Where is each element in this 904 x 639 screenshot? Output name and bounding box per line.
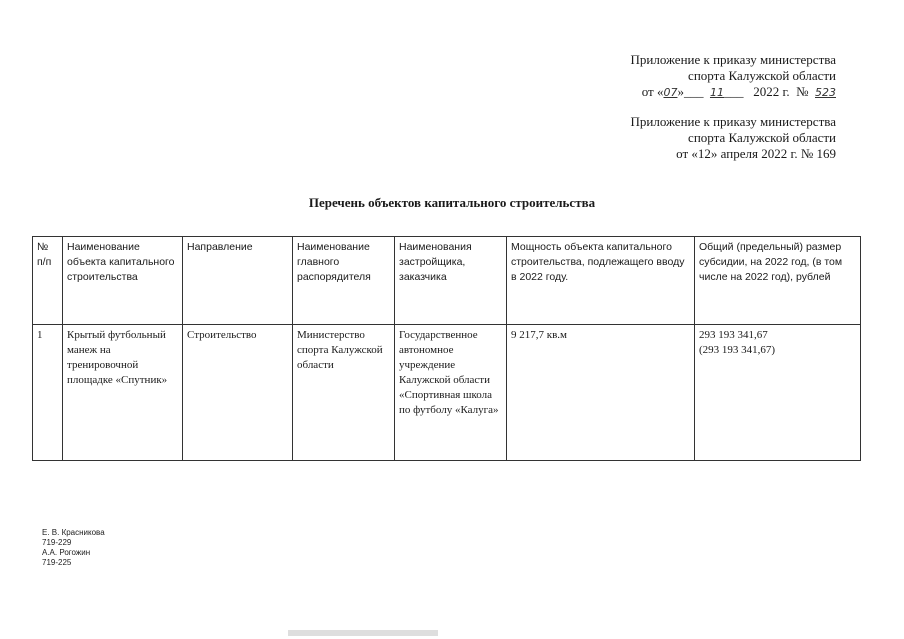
order-day: 07 (663, 86, 678, 99)
document-title: Перечень объектов капитального строительства (308, 195, 596, 210)
scan-artifact (288, 630, 438, 636)
subsidy-total: 293 193 341,67 (699, 329, 768, 341)
subsidy-2022: (293 193 341,67) (699, 344, 776, 356)
table-row (33, 325, 861, 461)
cell-num: 1 (33, 325, 63, 461)
header2-line3: от «12» апреля 2022 г. № 169 (676, 146, 836, 161)
executor-name-2: А.А. Рогожин (42, 548, 91, 557)
header1-line2: спорта Калужской области (688, 68, 836, 83)
cell-capacity: 9 217,7 кв.м (507, 325, 695, 461)
col-header-manager: Наименование главного распорядителя (293, 237, 395, 325)
col-header-num: № п/п (33, 237, 63, 325)
executors-block (42, 528, 105, 568)
header2-line1: Приложение к приказу министерства (630, 114, 836, 129)
cell-developer: Государственное автономное учреждение Калужской области «Спортивная школа по футболу «Калуга» (395, 325, 507, 461)
col-header-direction: Направление (183, 237, 293, 325)
order-number: 523 (815, 86, 836, 99)
objects-table (32, 236, 861, 461)
col-header-subsidy: Общий (предельный) размер субсидии, на 2022 год, (в том числе на 2022 год), рублей (695, 237, 861, 325)
header-appendix-previous (630, 114, 836, 162)
header1-line1: Приложение к приказу министерства (630, 52, 836, 67)
order-month: 11 (709, 86, 724, 99)
header-appendix-current (630, 52, 836, 101)
col-header-capacity: Мощность объекта капитального строительства, подлежащего вводу в 2022 году. (507, 237, 695, 325)
header2-line2: спорта Калужской области (688, 130, 836, 145)
cell-object: Крытый футбольный манеж на тренировочной площадке «Спутник» (63, 325, 183, 461)
cell-manager: Министерство спорта Калужской области (293, 325, 395, 461)
col-header-object: Наименование объекта капитального строительства (63, 237, 183, 325)
executor-name-1: Е. В. Красникова (42, 528, 105, 537)
table-header-row (33, 237, 861, 325)
cell-subsidy (695, 325, 861, 461)
executor-phone-1: 719-229 (42, 538, 72, 547)
executor-phone-2: 719-225 (42, 558, 72, 567)
header1-line3: от «07»___ 11___ 2022 г. № 523 (641, 84, 836, 99)
cell-direction: Строительство (183, 325, 293, 461)
col-header-developer: Наименования застройщика, заказчика (395, 237, 507, 325)
